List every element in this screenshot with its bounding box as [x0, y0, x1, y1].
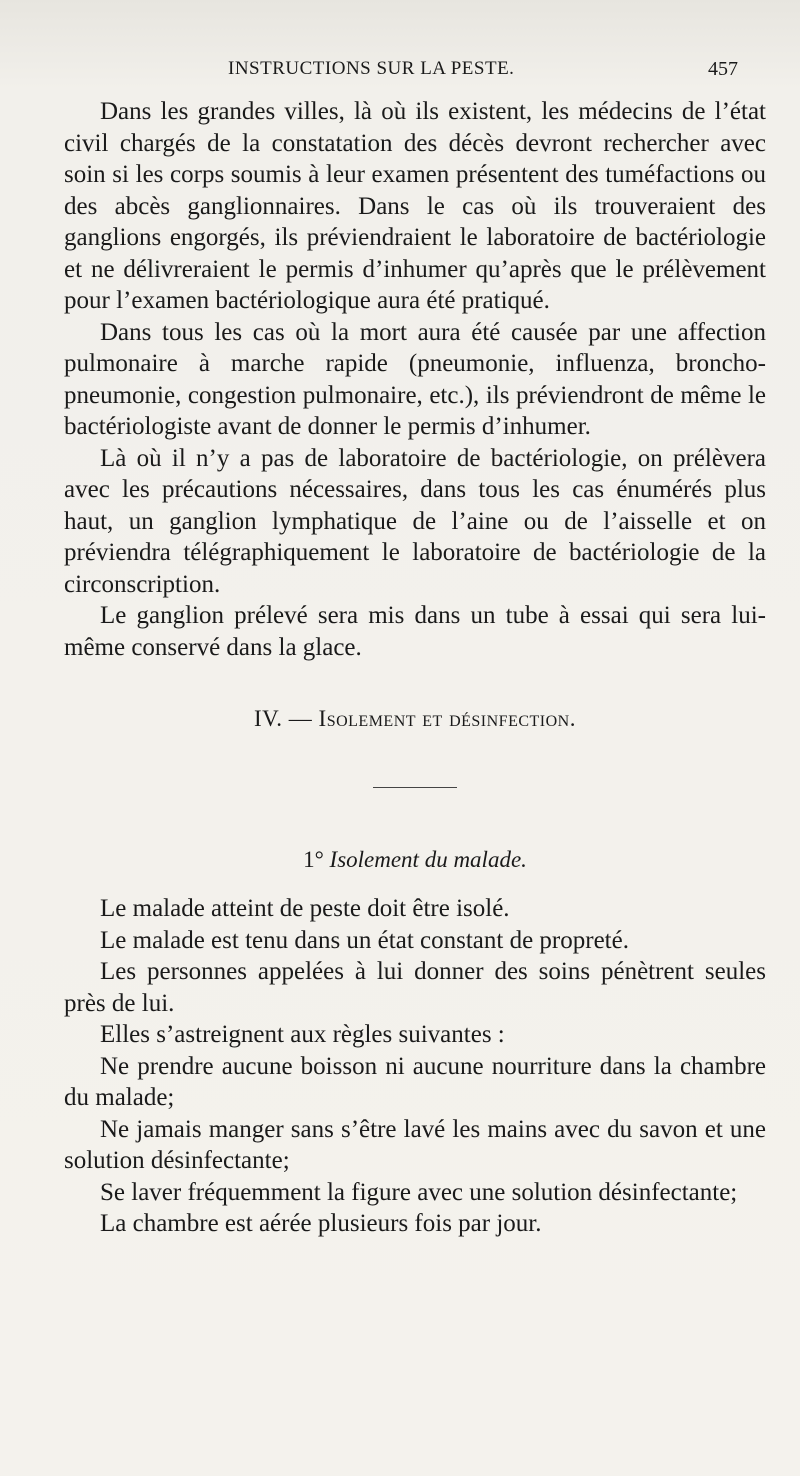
section-divider: [373, 787, 457, 788]
paragraph: Ne prendre aucune boisson ni aucune nourriture dans la chambre du malade;: [64, 1052, 766, 1111]
section-heading: IV. — Isolement et désinfection.: [253, 706, 576, 731]
running-title: INSTRUCTIONS SUR LA PESTE.: [228, 58, 515, 79]
page-number: 457: [708, 58, 738, 80]
paragraph: Là où il n’y a pas de laboratoire de bactériologie, on prélèvera avec les précautions nécessaires, dans tous les cas énumérés plus haut, un ganglion lymphatique de l’aine ou de l’aisselle et on préviendra télégraphiquement le laboratoire de bactériologie de la circonscription.: [64, 444, 766, 598]
page-body: [64, 96, 766, 1240]
subsection-heading: [64, 844, 766, 876]
paragraph: Le malade atteint de peste doit être isolé.: [100, 895, 510, 922]
paragraph: Les personnes appelées à lui donner des soins pénètrent seules près de lui.: [64, 958, 766, 1017]
paragraph: Le ganglion prélevé sera mis dans un tube à essai qui sera lui-même conservé dans la glace.: [64, 602, 766, 661]
subsection-number: 1°: [303, 846, 324, 872]
subsection-title: Isolement du malade.: [329, 846, 527, 872]
paragraph: La chambre est aérée plusieurs fois par jour.: [100, 1210, 542, 1237]
paragraph: Le malade est tenu dans un état constant de propreté.: [100, 926, 629, 954]
paragraph: Ne jamais manger sans s’être lavé les mains avec du savon et une solution désinfectante;: [64, 1115, 766, 1174]
paragraph: Dans tous les cas où la mort aura été causée par une affection pulmonaire à marche rapide (pneumonie, influenza, broncho-pneumonie, congestion pulmonaire, etc.), ils préviendront de même le bactériologiste avant de donner le permis d’inhumer.: [64, 318, 766, 440]
paragraph: Elles s’astreignent aux règles suivantes :: [100, 1021, 505, 1048]
page-header: [0, 58, 800, 92]
paragraph: Dans les grandes villes, là où ils existent, les médecins de l’état civil chargés de la constatation des décès devront rechercher avec soin si les corps soumis à leur examen présentent des tuméfactions ou des abcès ganglionnaires. Dans le cas où ils trouveraient des ganglions engorgés, ils préviendraient le laboratoire de bactériologie et ne délivreraient le permis d’inhumer qu’après que le prélèvement pour l’examen bactériologique aura été pratiqué.: [64, 98, 766, 314]
paragraph: Se laver fréquemment la figure avec une solution désinfectante;: [100, 1178, 738, 1206]
